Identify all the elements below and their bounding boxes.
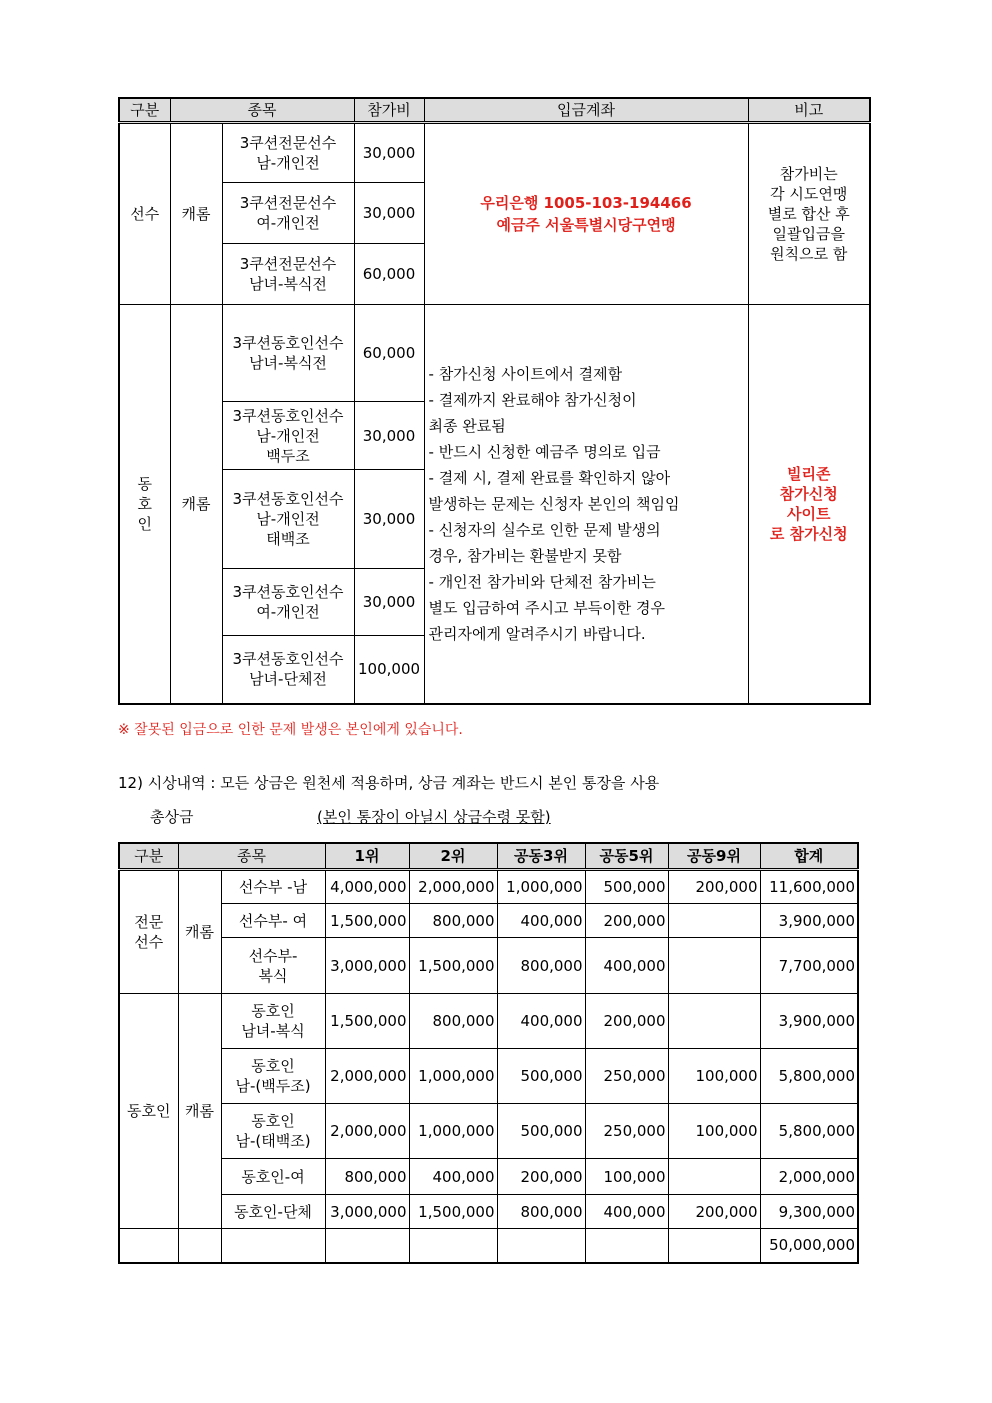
prize-3rd: 500,000 [497,1049,585,1104]
prize-row [119,870,858,904]
prize-section-title: 12) 시상내역 : 모든 상금은 원천세 적용하며, 상금 계좌는 반드시 본인 통장을 사용 [118,774,660,792]
fee-amount: 100,000 [354,636,424,704]
prize-pro-sport: 캐롬 [178,870,221,994]
prize-row [119,1104,858,1159]
prize-1st: 1,500,000 [325,904,409,938]
prize-5th: 400,000 [585,938,668,994]
prize-event: 선수부- 복식 [221,938,325,994]
prize-1st: 2,000,000 [325,1104,409,1159]
prize-2nd: 1,500,000 [409,938,497,994]
prize-5th: 500,000 [585,870,668,904]
prize-table [118,842,859,1264]
total-prize-label: 총상금 [150,808,194,826]
amateur-sport: 캐롬 [170,305,222,704]
prize-header-category: 구분 [119,843,178,870]
prize-event: 동호인-단체 [221,1195,325,1229]
prize-row [119,994,858,1049]
prize-1st: 1,500,000 [325,994,409,1049]
prize-total: 9,300,000 [760,1195,858,1229]
prize-5th: 200,000 [585,994,668,1049]
amateur-category: 동 호 인 [119,305,170,704]
fee-event: 3쿠션동호인선수 남-개인전 태백조 [222,470,354,569]
empty-cell [178,1229,221,1263]
fee-amount: 60,000 [354,244,424,305]
prize-amateur-category: 동호인 [119,994,178,1229]
header-category: 구분 [119,98,170,123]
prize-event: 동호인 남-(백두조) [221,1049,325,1104]
pro-remark: 참가비는 각 시도연맹 별로 합산 후 일괄입금을 원칙으로 함 [748,123,870,305]
prize-2nd: 1,000,000 [409,1049,497,1104]
prize-header-total: 합계 [760,843,858,870]
prize-9th [668,1159,760,1195]
pro-sport: 캐롬 [170,123,222,305]
fee-row [119,305,870,402]
prize-1st: 2,000,000 [325,1049,409,1104]
prize-total: 11,600,000 [760,870,858,904]
prize-pro-category: 전문 선수 [119,870,178,994]
prize-2nd: 1,000,000 [409,1104,497,1159]
prize-2nd: 2,000,000 [409,870,497,904]
prize-2nd: 800,000 [409,994,497,1049]
empty-cell [119,1229,178,1263]
prize-1st: 3,000,000 [325,938,409,994]
prize-3rd: 200,000 [497,1159,585,1195]
prize-event: 동호인-여 [221,1159,325,1195]
prize-9th [668,904,760,938]
prize-3rd: 800,000 [497,1195,585,1229]
prize-table-header [119,843,858,870]
prize-header-1st: 1위 [325,843,409,870]
prize-total: 3,900,000 [760,994,858,1049]
header-fee: 참가비 [354,98,424,123]
prize-2nd: 800,000 [409,904,497,938]
prize-9th: 100,000 [668,1049,760,1104]
pro-category: 선수 [119,123,170,305]
prize-3rd: 400,000 [497,994,585,1049]
prize-amateur-sport: 캐롬 [178,994,221,1229]
empty-cell [409,1229,497,1263]
prize-total: 7,700,000 [760,938,858,994]
prize-9th: 100,000 [668,1104,760,1159]
bank-account-holder: 예금주 서울특별시당구연맹 [496,216,676,234]
prize-total: 5,800,000 [760,1049,858,1104]
prize-2nd: 400,000 [409,1159,497,1195]
prize-3rd: 500,000 [497,1104,585,1159]
prize-2nd: 1,500,000 [409,1195,497,1229]
fee-amount: 30,000 [354,183,424,244]
prize-9th [668,938,760,994]
prize-event: 동호인 남녀-복식 [221,994,325,1049]
fee-row [119,123,870,183]
fee-amount: 60,000 [354,305,424,402]
prize-row [119,1049,858,1104]
fee-event: 3쿠션동호인선수 남녀-단체전 [222,636,354,704]
prize-9th: 200,000 [668,870,760,904]
payment-warning: ※ 잘못된 입금으로 인한 문제 발생은 본인에게 있습니다. [118,722,463,738]
prize-1st: 3,000,000 [325,1195,409,1229]
prize-total: 3,900,000 [760,904,858,938]
prize-row [119,904,858,938]
bank-account [424,123,748,305]
prize-header-2nd: 2위 [409,843,497,870]
prize-account-note: (본인 통장이 아닐시 상금수령 못함) [317,808,551,826]
prize-3rd: 1,000,000 [497,870,585,904]
header-remark: 비고 [748,98,870,123]
prize-row [119,938,858,994]
prize-9th [668,994,760,1049]
empty-cell [497,1229,585,1263]
prize-5th: 400,000 [585,1195,668,1229]
fee-event: 3쿠션전문선수 남-개인전 [222,123,354,183]
prize-row [119,1195,858,1229]
prize-3rd: 800,000 [497,938,585,994]
prize-grand-total-row [119,1229,858,1263]
fee-event: 3쿠션전문선수 남녀-복식전 [222,244,354,305]
empty-cell [668,1229,760,1263]
bank-account-number: 우리은행 1005-103-194466 [480,194,692,212]
prize-3rd: 400,000 [497,904,585,938]
prize-event: 선수부 -남 [221,870,325,904]
fee-amount: 30,000 [354,569,424,636]
prize-5th: 200,000 [585,904,668,938]
fee-event: 3쿠션동호인선수 남-개인전 백두조 [222,402,354,470]
prize-5th: 250,000 [585,1104,668,1159]
prize-header-event: 종목 [178,843,325,870]
fee-amount: 30,000 [354,470,424,569]
fee-event: 3쿠션동호인선수 남녀-복식전 [222,305,354,402]
empty-cell [221,1229,325,1263]
prize-5th: 100,000 [585,1159,668,1195]
prize-event: 동호인 남-(태백조) [221,1104,325,1159]
prize-9th: 200,000 [668,1195,760,1229]
empty-cell [585,1229,668,1263]
empty-cell [325,1229,409,1263]
fee-amount: 30,000 [354,402,424,470]
prize-header-5th: 공동5위 [585,843,668,870]
prize-5th: 250,000 [585,1049,668,1104]
fee-amount: 30,000 [354,123,424,183]
amateur-remark: 빌리존 참가신청 사이트 로 참가신청 [748,305,870,704]
prize-event: 선수부- 여 [221,904,325,938]
entry-fee-table [118,97,871,705]
prize-total: 2,000,000 [760,1159,858,1195]
fee-event: 3쿠션동호인선수 여-개인전 [222,569,354,636]
prize-1st: 800,000 [325,1159,409,1195]
header-event: 종목 [170,98,354,123]
payment-notes: - 참가신청 사이트에서 결제함 - 결제까지 완료해야 참가신청이 최종 완료됨 - 반드시 신청한 예금주 명의로 입금 - 결제 시, 결제 완료를 확인하지 않아 발생하는 문제는 신청자 본인의 책임임 - 신청자의 실수로 인한 문제 발생의 경우, 참가비는 환불받지 못함 - 개인전 참가비와 단체전 참가비는 별도 입금하여 주시고 부득이한 경우 관리자에게 알려주시기 바랍니다. [424,305,748,704]
header-account: 입금계좌 [424,98,748,123]
fee-table-header [119,98,870,123]
prize-grand-total: 50,000,000 [760,1229,858,1263]
fee-event: 3쿠션전문선수 여-개인전 [222,183,354,244]
prize-1st: 4,000,000 [325,870,409,904]
prize-total: 5,800,000 [760,1104,858,1159]
prize-row [119,1159,858,1195]
prize-header-9th: 공동9위 [668,843,760,870]
prize-header-3rd: 공동3위 [497,843,585,870]
